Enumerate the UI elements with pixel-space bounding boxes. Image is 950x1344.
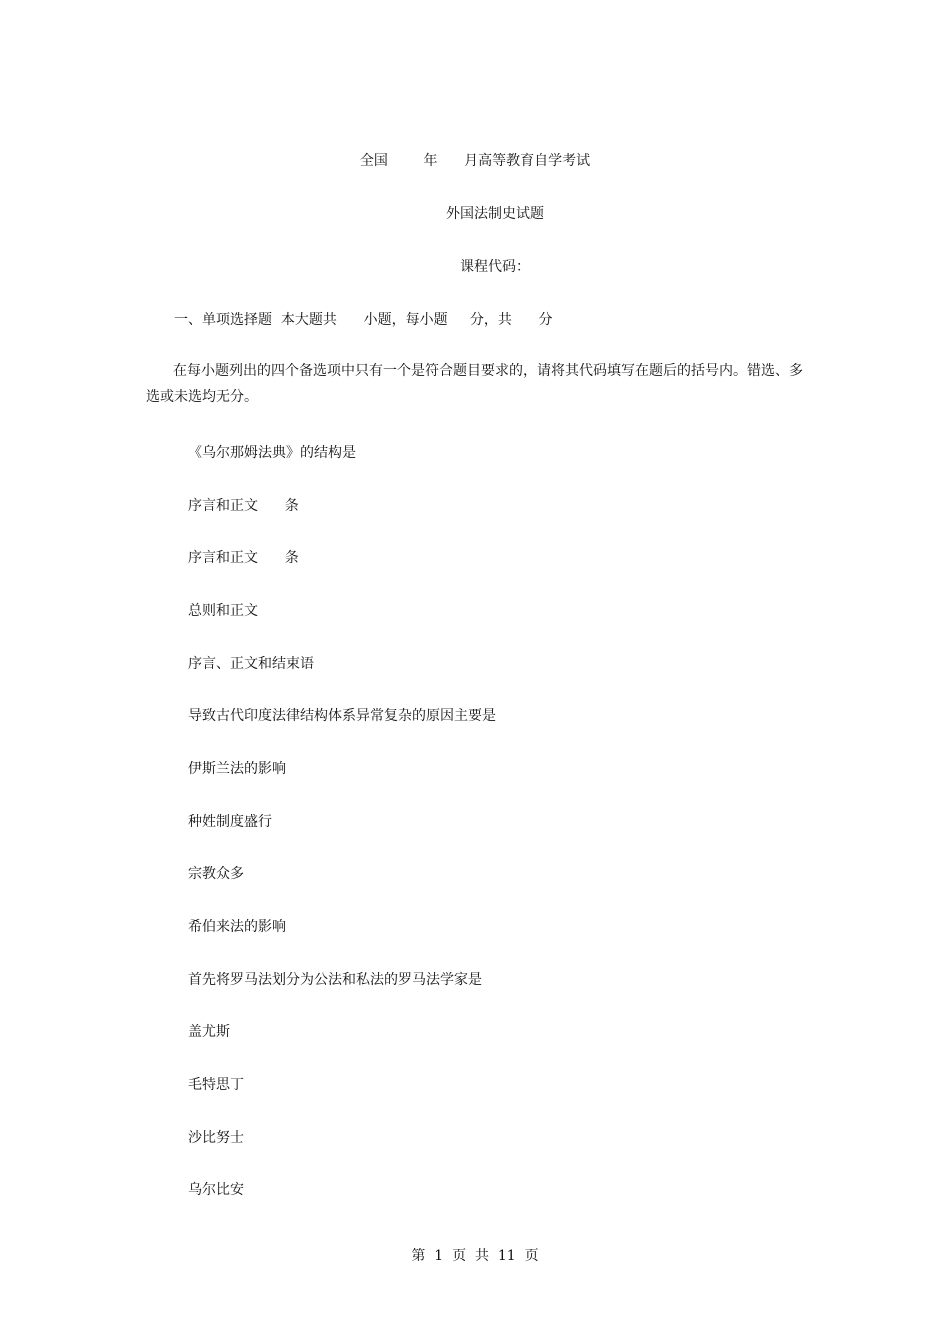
question-option: 毛特思丁 [188, 1077, 244, 1093]
page-number: 第 1 页 共 11 页 [411, 1248, 539, 1264]
question-option: 盖尤斯 [188, 1024, 230, 1040]
question-option: 宗教众多 [188, 866, 244, 882]
course-code: 课程代码： [460, 259, 530, 275]
question-option: 序言、正文和结束语 [188, 656, 314, 672]
question-option: 总则和正文 [188, 603, 258, 619]
question-option: 序言和正文 条 [188, 550, 299, 566]
question-stem: 导致古代印度法律结构体系异常复杂的原因主要是 [188, 708, 496, 724]
section-instructions: 在每小题列出的四个备选项中只有一个是符合题目要求的，请将其代码填写在题后的括号内。错选、多选或未选均无分。 [146, 363, 803, 405]
exam-title: 全国 年 月高等教育自学考试 [359, 153, 591, 169]
question-stem: 首先将罗马法划分为公法和私法的罗马法学家是 [188, 972, 482, 988]
section-heading: 一、单项选择题 本大题共 小题，每小题 分，共 分 [174, 312, 553, 328]
question-stem: 《乌尔那姆法典》的结构是 [188, 445, 356, 461]
question-option: 种姓制度盛行 [188, 814, 272, 830]
question-option: 乌尔比安 [188, 1182, 244, 1198]
subject-title: 外国法制史试题 [446, 206, 544, 222]
question-option: 序言和正文 条 [188, 498, 299, 514]
question-option: 伊斯兰法的影响 [188, 761, 286, 777]
question-option: 希伯来法的影响 [188, 919, 286, 935]
question-option: 沙比努士 [188, 1130, 244, 1146]
